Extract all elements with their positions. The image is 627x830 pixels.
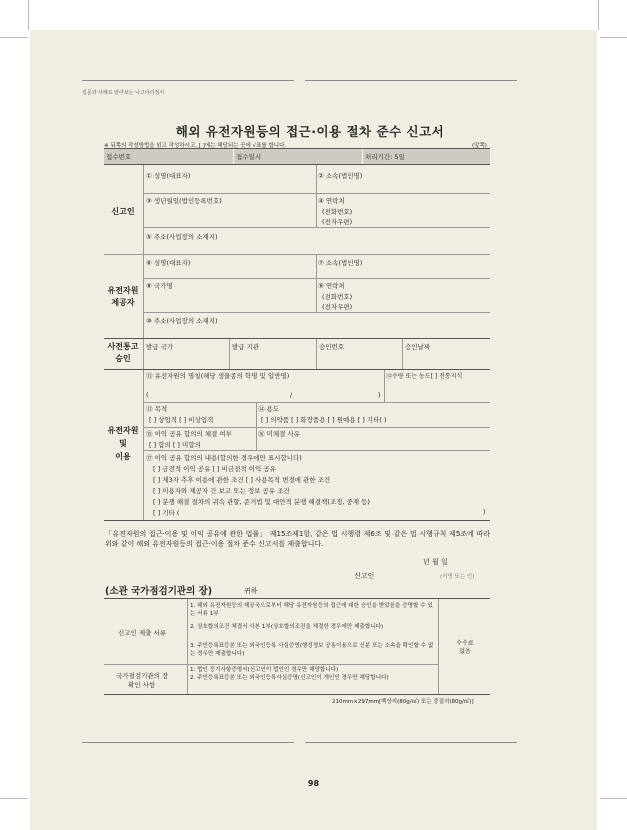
submit-docs-label: 신고인 제출 서류 xyxy=(118,629,167,637)
genetic-name-field[interactable]: ⑪ 유전자원의 명칭(해당 생물종의 학명 및 일반명) xyxy=(146,372,290,380)
pic-date-field[interactable]: 승인날짜 xyxy=(405,343,431,351)
reporter-email-label: (전자우편) xyxy=(322,218,353,226)
crop-mark xyxy=(0,37,28,38)
signer-label: 신고인 xyxy=(354,572,375,580)
pic-number-field[interactable]: 승인번호 xyxy=(319,343,345,351)
check-item: 2. 주민등록표등본 또는 외국인등록사실증명(신고인이 개인인 경우만 해당합니다) xyxy=(190,675,389,681)
benefit-term-close: ) xyxy=(483,508,486,516)
purpose-field: ⑬ 목적 xyxy=(146,405,168,413)
pic-country-field[interactable]: 발급 국가 xyxy=(146,343,174,351)
footer-rule xyxy=(82,742,294,743)
agency-label: (소관 국가점검기관의 장) xyxy=(105,586,213,597)
receipt-number-label: 접수번호 xyxy=(106,153,132,161)
use-checkboxes[interactable]: [ ] 의약품 [ ] 화장품용 [ ] 원예용 [ ] 기타( ) xyxy=(261,416,387,424)
benefit-term-option[interactable]: [ ] 분쟁 해결 절차의 귀속 관할, 준거법 및 대안적 분쟁 해결책(조정, 중재 등) xyxy=(153,498,370,506)
reporter-contact-field[interactable]: ④ 연락처 xyxy=(318,197,345,205)
footer-rule xyxy=(305,742,517,743)
provider-phone-label: (전화번호) xyxy=(322,293,353,301)
purpose-checkboxes[interactable]: [ ] 상업적 [ ] 비상업적 xyxy=(149,416,214,424)
fee-cell: 수수료 없음 xyxy=(456,640,474,656)
provider-country-field[interactable]: ⑧ 국가명 xyxy=(146,282,173,290)
declaration-text: 「유전자원의 접근·이용 및 이익 공유에 관한 법률」 제15조제1항, 같은 법 시행령 제6조 및 같은 법 시행규칙 제5조에 따라 위와 같이 해외 유전자원등의 접근·이용 절차 준수 신고서를 제출합니다. xyxy=(105,530,490,548)
crop-mark xyxy=(598,0,599,30)
running-header: 질문과 사례로 알아보는 나고야의정서 xyxy=(82,90,165,96)
crop-mark xyxy=(28,0,29,30)
sign-note[interactable]: (서명 또는 인) xyxy=(440,574,475,580)
provider-contact-field[interactable]: ⑨ 연락처 xyxy=(318,282,345,290)
side-label: (앞쪽) xyxy=(472,143,487,149)
pic-agency-field[interactable]: 발급 기관 xyxy=(232,343,260,351)
crop-mark xyxy=(0,798,28,799)
submit-doc-item: 2. 상호합의조건 체결서 사본 1부(상호합의조건을 체결한 경우에만 제출합니다) xyxy=(190,624,384,630)
pic-label: 사전통고 승인 xyxy=(107,342,139,363)
unconcluded-reason-field[interactable]: ⑯ 미체결 사유 xyxy=(258,430,301,438)
genetic-label: 유전자원 및 이용 xyxy=(107,426,139,461)
benefit-term-option[interactable]: [ ] 이용자와 제공자 간 보고 또는 정보 공유 조건 xyxy=(153,487,290,495)
provider-email-label: (전자우편) xyxy=(322,303,353,311)
provider-label: 유전자원 제공자 xyxy=(107,286,139,307)
date-line[interactable]: 년 월 일 xyxy=(423,558,448,566)
paper-spec: 210mm×297mm[백상지(80g/㎡) 또는 중질지(80g/㎡)] xyxy=(332,699,474,705)
provider-name-field[interactable]: ⑥ 성명(대표자) xyxy=(146,259,191,267)
provider-address-field[interactable]: ⑩ 주소(사업장의 소재지) xyxy=(146,317,218,325)
use-field: ⑭ 용도 xyxy=(258,405,280,413)
genetic-name-paren-open: ( xyxy=(146,391,149,399)
instruction-note: ※ 뒤쪽의 작성방법을 읽고 작성하시고, [ ]에는 해당되는 곳에 √표를 합니다. xyxy=(104,143,287,149)
benefit-term-option[interactable]: [ ] 기타 ( xyxy=(153,509,180,517)
header-rule xyxy=(305,80,517,81)
crop-mark xyxy=(600,37,627,38)
crop-mark xyxy=(600,798,627,799)
agency-suffix: 귀하 xyxy=(244,587,258,595)
benefit-term-option[interactable]: [ ] 금전적 이익 공유 [ ] 비금전적 이익 공유 xyxy=(153,465,276,473)
reporter-name-field[interactable]: ① 성명(대표자) xyxy=(146,172,191,180)
check-item: 1. 법인 등기사항증명서(신고인이 법인인 경우만 해당합니다) xyxy=(190,667,339,673)
submit-doc-item: 1. 해외 유전자원등의 제공국으로부터 해당 유전자원등의 접근에 대한 승인을 받았음을 증명할 수 있는 서류 1부 xyxy=(190,603,433,617)
agreement-field: ⑮ 이익 공유 합의의 체결 여부 xyxy=(146,430,232,438)
page-number: 98 xyxy=(307,779,320,788)
submit-doc-item: 3. 주민등록표등본 또는 외국인등록 사실증명(행정정보 공동이용으로 신분 또는 소속을 확인할 수 없는 경우만 제출합니다) xyxy=(190,643,434,657)
reporter-phone-label: (전화번호) xyxy=(322,208,353,216)
reporter-address-field[interactable]: ⑤ 주소(사업장의 소재지) xyxy=(146,233,218,241)
reporter-birth-field[interactable]: ③ 생년월일(법인등록번호) xyxy=(146,197,222,205)
processing-period-label: 처리기간: 5일 xyxy=(365,153,405,161)
benefit-terms-field: ⑰ 이익 공유 합의의 내용(합의한 경우에만 표시합니다) xyxy=(146,454,302,462)
check-items-label: 국가점검기관의 장 확인 사항 xyxy=(116,672,169,689)
receipt-row xyxy=(104,149,490,164)
genetic-name-slash: / xyxy=(290,391,293,399)
receipt-date-label: 접수일시 xyxy=(236,153,262,161)
header-rule xyxy=(82,80,294,81)
genetic-quantity-field[interactable]: ⑫수량 또는 농도[ ] 전통지식 xyxy=(386,373,463,380)
agreement-checkboxes[interactable]: [ ] 합의 [ ] 미합의 xyxy=(149,441,201,449)
benefit-term-option[interactable]: [ ] 제3자 추후 이용에 관한 조건 [ ] 사용목적 변경에 관한 조건 xyxy=(153,476,331,484)
form-title: 해외 유전자원등의 접근·이용 절차 준수 신고서 xyxy=(175,124,445,139)
genetic-name-paren-close: ) xyxy=(378,391,381,399)
reporter-label: 신고인 xyxy=(111,207,135,216)
reporter-affiliation-field[interactable]: ② 소속(법인명) xyxy=(318,172,363,180)
provider-affiliation-field[interactable]: ⑦ 소속(법인명) xyxy=(318,259,363,267)
